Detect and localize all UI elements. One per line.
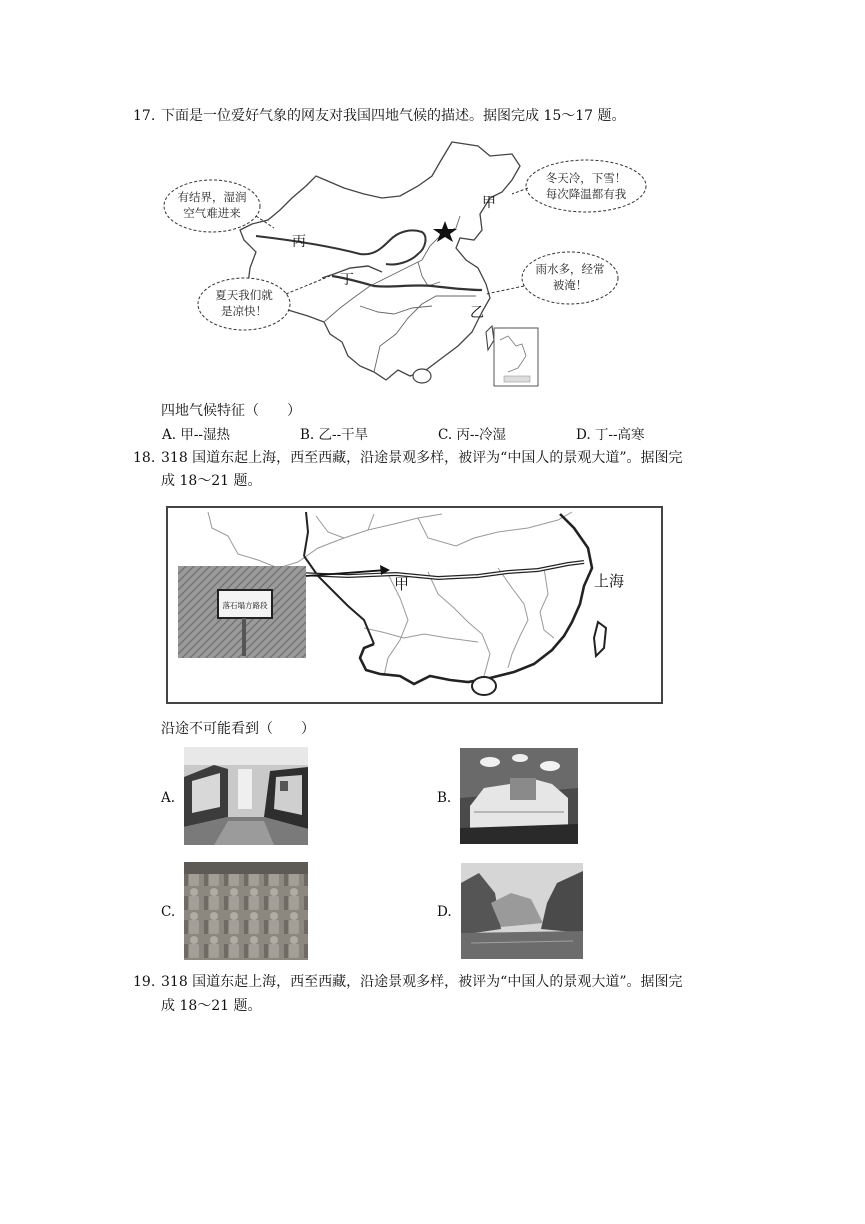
question-17-option-d[interactable]: D. 丁--高寒	[576, 427, 645, 443]
question-17-option-c[interactable]: C. 丙--冷湿	[438, 427, 507, 443]
question-18-text-line2: 成 18～21 题。	[161, 473, 262, 489]
route-map-label-shanghai: 上海	[594, 572, 625, 590]
bubble-mid-right-line1: 雨水多，经常	[535, 262, 605, 276]
question-18-option-b-label[interactable]: B.	[437, 790, 452, 806]
question-17-number: 17.	[133, 108, 156, 124]
question-18-option-d-label[interactable]: D.	[437, 904, 452, 920]
question-17-option-b[interactable]: B. 乙--干旱	[300, 427, 369, 443]
map-label-ding: 丁	[340, 272, 354, 288]
question-19-text-line2: 成 18～21 题。	[161, 998, 262, 1014]
bubble-top-right-line2: 每次降温都有我	[545, 187, 627, 201]
bubble-top-right-line1: 冬天冷，下雪！	[545, 171, 627, 185]
question-17-text: 下面是一位爱好气象的网友对我国四地气候的描述。据图完成 15～17 题。	[161, 108, 626, 124]
question-19-number: 19.	[133, 974, 156, 990]
map-label-yi: 乙	[470, 305, 484, 321]
rockfall-sign-text: 落石塌方路段	[222, 601, 268, 610]
question-17-option-a[interactable]: A. 甲--湿热	[162, 427, 230, 443]
rockfall-sign-photo	[178, 566, 306, 658]
option-d-gorge-river-photo[interactable]	[461, 863, 583, 959]
question-18-option-a-label[interactable]: A.	[161, 790, 176, 806]
bubble-bottom-left-line1: 夏天我们就	[215, 288, 273, 302]
bubble-mid-right-line2: 被淹！	[552, 278, 588, 292]
map-label-bing: 丙	[292, 234, 306, 250]
question-18-stem: 沿途不可能看到（ ）	[161, 721, 315, 737]
question-18-text-line1: 318 国道东起上海，西至西藏，沿途景观多样，被评为“中国人的景观大道”。据图完	[161, 450, 683, 466]
question-19-text-line1: 318 国道东起上海，西至西藏，沿途景观多样，被评为“中国人的景观大道”。据图完	[161, 974, 683, 990]
map-label-jia: 甲	[482, 195, 496, 211]
route-318-map	[166, 506, 663, 704]
bubble-bottom-left-line2: 是凉快！	[221, 304, 267, 318]
option-c-terracotta-warriors-photo[interactable]	[184, 862, 308, 960]
question-18-option-c-label[interactable]: C.	[161, 904, 176, 920]
question-18-number: 18.	[133, 450, 156, 466]
bubble-top-left-line1: 有结界，湿润	[177, 190, 247, 204]
bubble-top-left-line2: 空气难进来	[183, 206, 241, 220]
option-b-potala-palace-photo[interactable]	[460, 748, 578, 844]
question-17-stem: 四地气候特征（ ）	[161, 403, 301, 419]
option-a-water-town-photo[interactable]	[184, 747, 308, 845]
china-climate-map	[160, 136, 660, 392]
route-map-label-jia: 甲	[394, 575, 410, 593]
